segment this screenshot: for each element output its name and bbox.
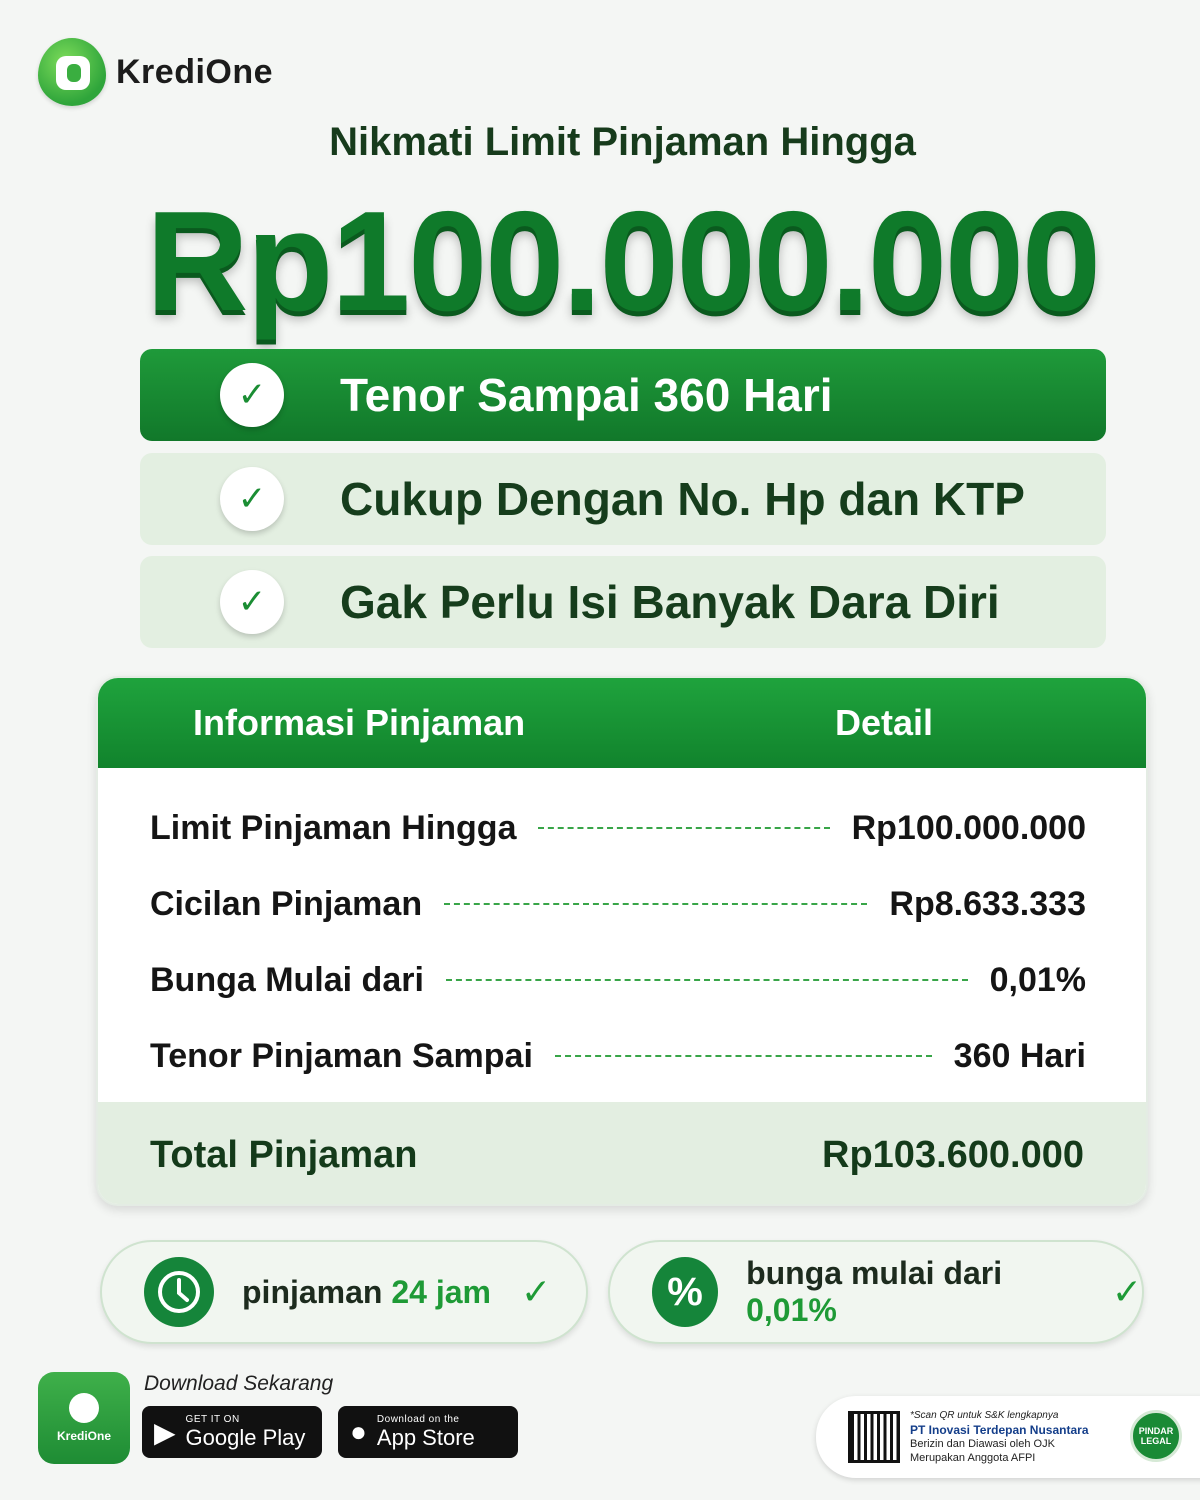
hero-subtitle: Nikmati Limit Pinjaman Hingga <box>329 120 916 164</box>
app-icon[interactable] <box>38 1372 130 1464</box>
app-icon-label: KrediOne <box>56 1429 111 1443</box>
table-row <box>150 1036 1086 1076</box>
feature-simple-form <box>140 556 1106 648</box>
total-value: Rp103.600.000 <box>822 1133 1084 1176</box>
table-row <box>150 808 1086 848</box>
company-name: PT Inovasi Terdepan Nusantara <box>910 1423 1089 1437</box>
total-row <box>98 1102 1146 1206</box>
brand-name: KrediOne <box>116 52 274 91</box>
check-icon: ✓ <box>1111 1271 1142 1312</box>
feature-label: Tenor Sampai 360 Hari <box>340 369 833 421</box>
feature-label: Cukup Dengan No. Hp dan KTP <box>340 473 1025 525</box>
table-row <box>150 884 1086 924</box>
dotted-leader <box>538 827 829 829</box>
check-icon: ✓ <box>220 363 284 427</box>
krediOne-logo-icon <box>69 1393 99 1423</box>
row-value: Rp100.000.000 <box>851 808 1086 847</box>
google-play-button[interactable]: ▶ GET IT ON Google Play <box>142 1406 322 1458</box>
table-row <box>150 960 1086 1000</box>
qr-code-icon[interactable] <box>848 1411 900 1463</box>
legal-line2: Merupakan Anggota AFPI <box>910 1452 1036 1464</box>
feature-label: Gak Perlu Isi Banyak Dara Diri <box>340 576 1000 628</box>
apple-icon: ● <box>350 1416 367 1447</box>
row-value: Rp8.633.333 <box>889 884 1086 923</box>
pill-24-hours <box>100 1240 588 1344</box>
header-detail: Detail <box>835 702 934 743</box>
check-icon: ✓ <box>520 1271 552 1312</box>
check-icon: ✓ <box>220 467 284 531</box>
krediOne-logo-icon <box>38 38 106 106</box>
app-store-button[interactable]: ● Download on the App Store <box>338 1406 518 1458</box>
pill-interest <box>608 1240 1144 1344</box>
row-value: 360 Hari <box>953 1036 1086 1075</box>
legal-line1: Berizin dan Diawasi oleh OJK <box>910 1438 1055 1450</box>
brand-logo <box>38 38 273 106</box>
hero-amount: Rp100.000.000 <box>146 182 1099 341</box>
dotted-leader <box>444 903 867 905</box>
legal-note: *Scan QR untuk S&K lengkapnya <box>910 1410 1059 1421</box>
percent-icon: % <box>652 1257 718 1327</box>
row-label: Limit Pinjaman Hingga <box>150 808 517 847</box>
feature-tenor <box>140 349 1106 441</box>
pindar-legal-badge: PINDAR LEGAL <box>1130 1410 1182 1462</box>
row-label: Tenor Pinjaman Sampai <box>150 1036 533 1075</box>
table-header <box>98 678 1146 768</box>
pill-text: bunga mulai dari 0,01% <box>746 1255 1003 1328</box>
feature-requirements <box>140 453 1106 545</box>
clock-icon <box>144 1257 214 1327</box>
check-icon: ✓ <box>220 570 284 634</box>
dotted-leader <box>555 1055 932 1057</box>
total-label: Total Pinjaman <box>150 1133 418 1176</box>
row-label: Bunga Mulai dari <box>150 960 424 999</box>
row-label: Cicilan Pinjaman <box>150 884 423 923</box>
header-info: Informasi Pinjaman <box>193 702 526 743</box>
pill-text: pinjaman 24 jam <box>242 1273 491 1310</box>
loan-info-table <box>96 676 1148 1206</box>
google-play-icon: ▶ <box>154 1416 176 1448</box>
row-value: 0,01% <box>989 960 1086 999</box>
dotted-leader <box>446 979 968 981</box>
download-label: Download Sekarang <box>144 1372 334 1395</box>
